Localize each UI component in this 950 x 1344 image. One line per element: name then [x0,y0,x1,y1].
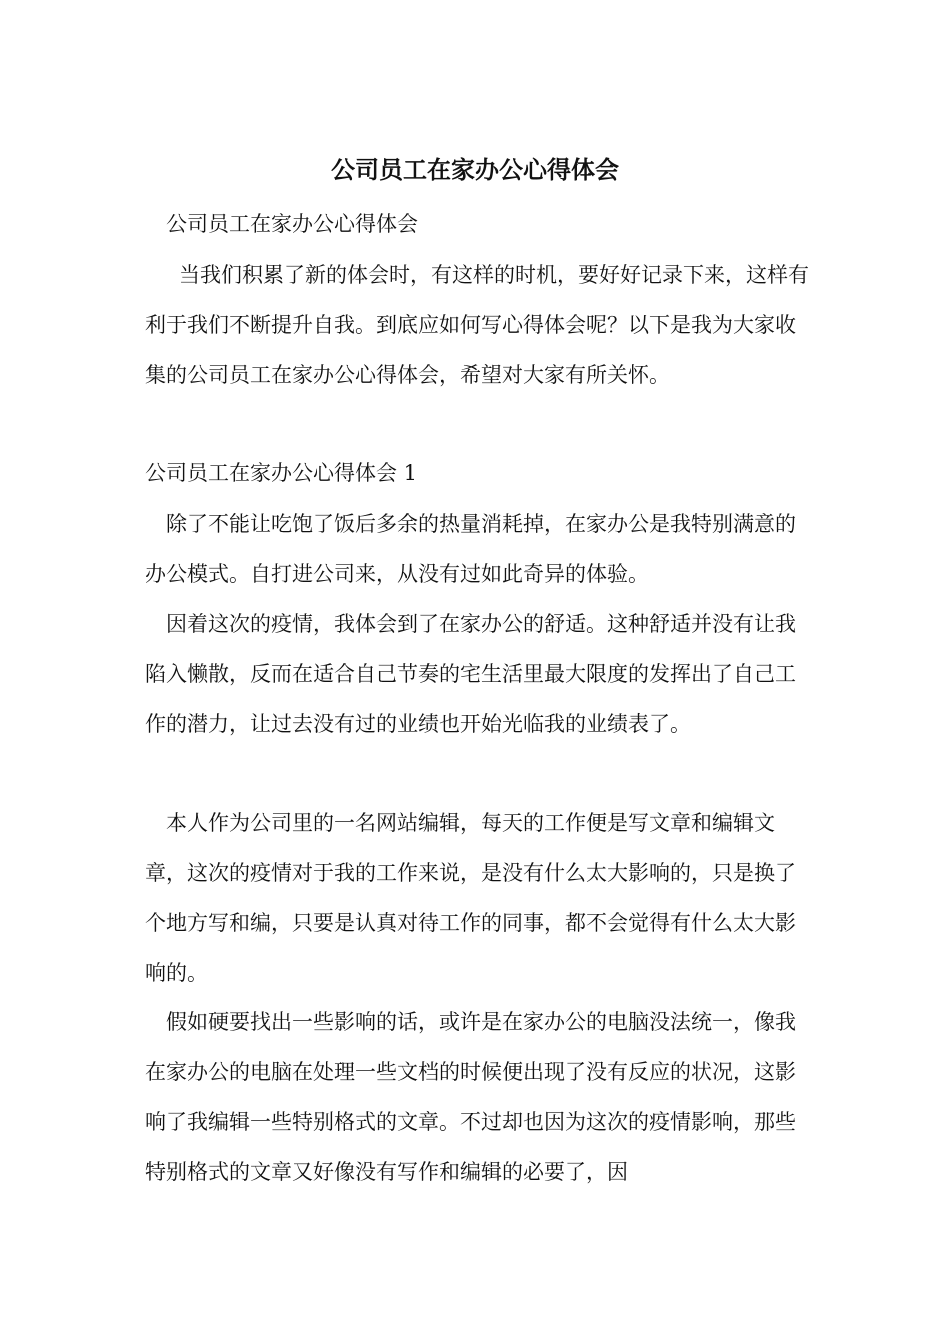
body-paragraph: 本人作为公司里的一名网站编辑，每天的工作便是写文章和编辑文章，这次的疫情对于我的工作来说，是没有什么太大影响的，只是换了个地方写和编，只要是认真对待工作的同事，都不会觉得有什么太大影响的。 [145,811,796,985]
document-subtitle: 公司员工在家办公心得体会 [166,212,418,236]
body-paragraph: 假如硬要找出一些影响的话，或许是在家办公的电脑没法统一，像我在家办公的电脑在处理一些文档的时候便出现了没有反应的状况，这影响了我编辑一些特别格式的文章。不过却也因为这次的疫情影响，那些特别格式的文章又好像没有写作和编辑的必要了，因 [145,1010,796,1184]
document-title: 公司员工在家办公心得体会 [331,155,619,184]
body-paragraph: 因着这次的疫情，我体会到了在家办公的舒适。这种舒适并没有让我陷入懒散，反而在适合自己节奏的宅生活里最大限度的发挥出了自己工作的潜力，让过去没有过的业绩也开始光临我的业绩表了。 [145,612,796,736]
intro-paragraph: 当我们积累了新的体会时，有这样的时机，要好好记录下来，这样有利于我们不断提升自我。到底应如何写心得体会呢？以下是我为大家收集的公司员工在家办公心得体会，希望对大家有所关怀。 [145,263,809,387]
section-heading: 公司员工在家办公心得体会 1 [145,461,418,485]
body-paragraph: 除了不能让吃饱了饭后多余的热量消耗掉，在家办公是我特别满意的办公模式。自打进公司来，从没有过如此奇异的体验。 [145,512,796,586]
